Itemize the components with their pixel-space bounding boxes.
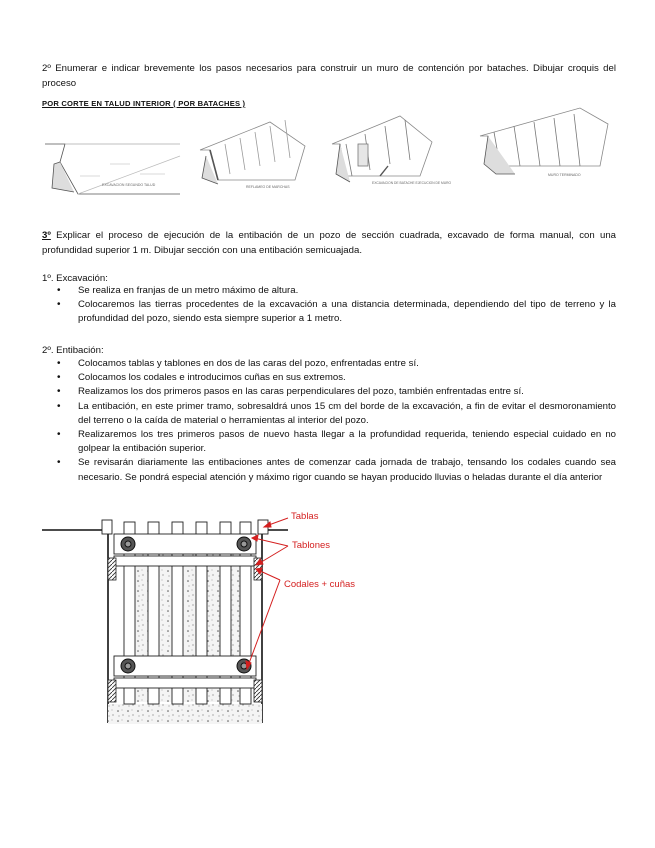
sketch-muro-terminado (480, 108, 608, 177)
list-item: • Realizamos los dos primeros pasos en las caras perpendiculares del pozo, también enfrentadas entre sí. (42, 385, 616, 399)
pit-bottom-soil (108, 704, 262, 724)
tablones-top (114, 534, 256, 566)
section-1-title: 1º. Excavación: (42, 273, 108, 284)
list-item: • La entibación, en este primer tramo, sobresaldrá unos 15 cm del borde de la excavación, a fin de evitar el desmoronamiento del terreno o la caída de material o herramientas al interior del pozo. (42, 400, 616, 428)
sketch-excavacion-batache (332, 116, 452, 185)
label-tablones: Tablones (292, 540, 331, 551)
question-3-body: Explicar el proceso de ejecución de la entibación de un pozo de sección cuadrada, excavado de forma manual, con una profundidad superior 1 m. Dibujar sección con una entibación semicuajada. (42, 230, 616, 256)
section-2-list (42, 357, 616, 485)
label-codales-cunas: Codales + cuñas (284, 579, 356, 590)
list-item: • Se revisarán diariamente las entibaciones antes de comenzar cada jornada de trabajo, tensando los codales cuando sea necesario. Se pondrá especial atención y máximo rigor cuando se hayan producido lluvias o heladas durante el día anterior (42, 456, 616, 484)
batache-sketches (40, 104, 620, 196)
tablones-bottom (114, 656, 256, 688)
list-item: • Colocaremos las tierras procedentes de la excavación a una distancia determinada, dependiendo del tipo de terreno y la profundidad del pozo, siendo esta siempre superior a 1 metro. (42, 298, 616, 326)
list-item: • Realizaremos los tres primeros pasos de nuevo hasta llegar a la profundidad requerida, teniendo especial cuidado en no golpear la entibación superior. (42, 428, 616, 456)
section-2-title: 2º. Entibación: (42, 345, 104, 356)
figure-caption: POR CORTE EN TALUD INTERIOR ( POR BATACHES ) (42, 99, 246, 108)
question-2-text: 2º Enumerar e indicar brevemente los pasos necesarios para construir un muro de contención por bataches. Dibujar croquis del proceso (42, 63, 616, 89)
label-tablas: Tablas (291, 511, 319, 522)
question-3-number: 3º (42, 230, 51, 241)
list-item: • Colocamos tablas y tablones en dos de las caras del pozo, enfrentadas entre sí. (42, 357, 616, 371)
sketch-caption-3: EXCAVACION DE BATACHE EJECUCION DE MURO (372, 181, 452, 185)
sketch-caption-2: REFLAMEO DE MARCHAS (246, 185, 290, 189)
question-3-text (42, 228, 616, 258)
sketch-excavacion-talud (45, 144, 180, 194)
sketch-refalmeo (200, 120, 305, 189)
sketch-caption-1: EXCAVACION SEGUNDO TALUD (102, 183, 156, 187)
list-item: • Colocamos los codales e introducimos cuñas en sus extremos. (42, 371, 616, 385)
section-1-list (42, 284, 616, 327)
list-item: • Se realiza en franjas de un metro máximo de altura. (42, 284, 616, 298)
sketch-caption-4: MURO TERMINADO (548, 173, 581, 177)
